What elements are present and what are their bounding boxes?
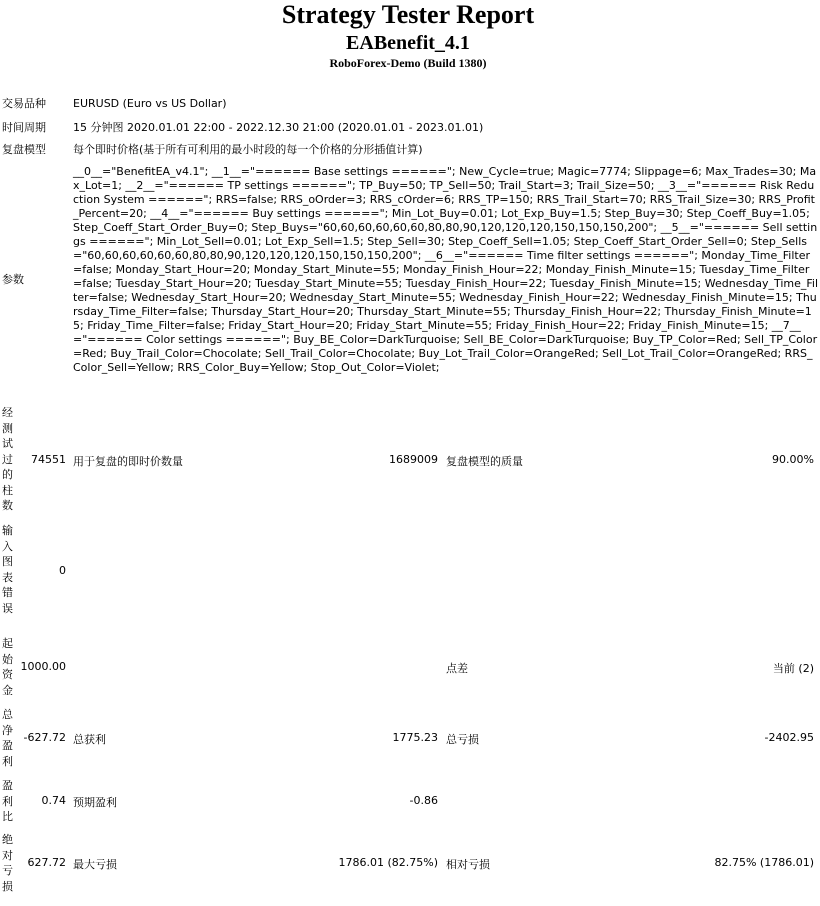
quality-value: 90.00% <box>772 453 814 466</box>
rel-drawdown-value: 82.75% (1786.01) <box>714 856 814 869</box>
symbol-label: 交易品种 <box>2 97 46 110</box>
profit-factor-value: 0.74 <box>41 794 66 807</box>
gross-loss-value: -2402.95 <box>764 731 814 744</box>
params-value: __0__="BenefitEA_v4.1"; __1__="====== Base settings ======"; New_Cycle=true; Magic=7774; Slippage=6; Max_Trades=30; Max_Lot=1; __2__="====== TP settings ======"; TP_Buy=50; TP_Sell=50; Trail_Start=3; Trail_Size=50; __3__="====== Risk Reduction System ======"; RRS=false; RRS_oOrder=3; RRS_cOrder=6; RRS_TP=150; RRS_Trail_Start=70; RRS_Trail_Size=30; RRS_Profit_Percent=20; __4__="====== Buy settings ======"; Min_Lot_Buy=0.01; Lot_Exp_Buy=1.5; Step_Buy=30; Step_Coeff_Buy=1.05; Step_Coeff_Start_Order_Buy=0; Step_Buys="60,60,60,60,60,60,80,80,90,120,120,120,150,150,150,200"; __5__="====== Sell settings ======"; Min_Lot_Sell=0.01; Lot_Exp_Sell=1.5; Step_Sell=30; Step_Coeff_Sell=1.05; Step_Coeff_Start_Order_Sell=0; Step_Sells="60,60,60,60,60,60,80,80,90,120,120,120,150,150,150,200"; __6__="====== Time filter settings ======"; Monday_Time_Filter=false; Monday_Start_Hour=20; Monday_Start_Minute=55; Monday_Finish_Hour=22; Monday_Finish_Minute=15; Tuesday_Time_Filter=false; Tuesday_Start_Hour=20; Tuesday_Start_Minute=55; Tuesday_Finish_Hour=22; Tuesday_Finish_Minute=15; Wednesday_Time_Filter=false; Wednesday_Start_Hour=20; Wednesday_Start_Minute=55; Wednesday_Finish_Hour=22; Wednesday_Finish_Minute=15; Thursday_Time_Filter=false; Thursday_Start_Hour=20; Thursday_Start_Minute=55; Thursday_Finish_Hour=22; Thursday_Finish_Minute=15; Friday_Time_Filter=false; Friday_Start_Hour=20; Friday_Start_Minute=55; Friday_Finish_Hour=22; Friday_Finish_Minute=15; __7__="====== Color settings ======"; Buy_BE_Color=DarkTurquoise; Sell_BE_Color=DarkTurquoise; Buy_TP_Color=Red; Sell_TP_Color=Red; Buy_Trail_Color=Chocolate; Sell_Trail_Color=Chocolate; Buy_Lot_Trail_Color=OrangeRed; Sell_Lot_Trail_Color=OrangeRed; RRS_Color_Sell=Yellow; RRS_Color_Buy=Yellow; Stop_Out_Color=Violet; <box>73 165 819 374</box>
bars-label: 经测试过的柱数 <box>2 406 13 512</box>
ea-name: EABenefit_4.1 <box>346 32 470 54</box>
rel-drawdown-label: 相对亏损 <box>446 858 490 871</box>
params-label: 参数 <box>2 273 24 286</box>
profit-factor-label: 盈利比 <box>2 779 13 823</box>
gross-profit-label: 总获利 <box>73 733 106 746</box>
spread-label: 点差 <box>446 662 468 675</box>
spread-value: 当前 (2) <box>772 662 814 675</box>
errors-value: 0 <box>59 564 66 577</box>
deposit-value: 1000.00 <box>20 660 66 673</box>
ticks-value: 1689009 <box>389 453 438 466</box>
quality-label: 复盘模型的质量 <box>446 455 523 468</box>
period-label: 时间周期 <box>2 121 46 134</box>
max-drawdown-label: 最大亏损 <box>73 858 117 871</box>
symbol-value: EURUSD (Euro vs US Dollar) <box>73 97 227 110</box>
build-info: RoboForex-Demo (Build 1380) <box>329 56 487 70</box>
period-value: 15 分钟图 2020.01.01 22:00 - 2022.12.30 21:00 (2020.01.01 - 2023.01.01) <box>73 121 484 134</box>
errors-label: 输入图表错误 <box>2 524 13 615</box>
net-profit-label: 总净盈利 <box>2 708 13 768</box>
model-label: 复盘模型 <box>2 143 46 156</box>
abs-drawdown-label: 绝对亏损 <box>2 833 13 893</box>
ticks-label: 用于复盘的即时价数量 <box>73 455 183 468</box>
gross-loss-label: 总亏损 <box>446 733 479 746</box>
max-drawdown-value: 1786.01 (82.75%) <box>338 856 438 869</box>
expected-payoff-label: 预期盈利 <box>73 796 117 809</box>
model-value: 每个即时价格(基于所有可利用的最小时段的每一个价格的分形插值计算) <box>73 143 423 156</box>
abs-drawdown-value: 627.72 <box>27 856 66 869</box>
net-profit-value: -627.72 <box>23 731 66 744</box>
expected-payoff-value: -0.86 <box>409 794 438 807</box>
gross-profit-value: 1775.23 <box>392 731 438 744</box>
bars-value: 74551 <box>31 453 66 466</box>
deposit-label: 起始资金 <box>2 637 13 697</box>
report-title: Strategy Tester Report <box>281 0 535 29</box>
